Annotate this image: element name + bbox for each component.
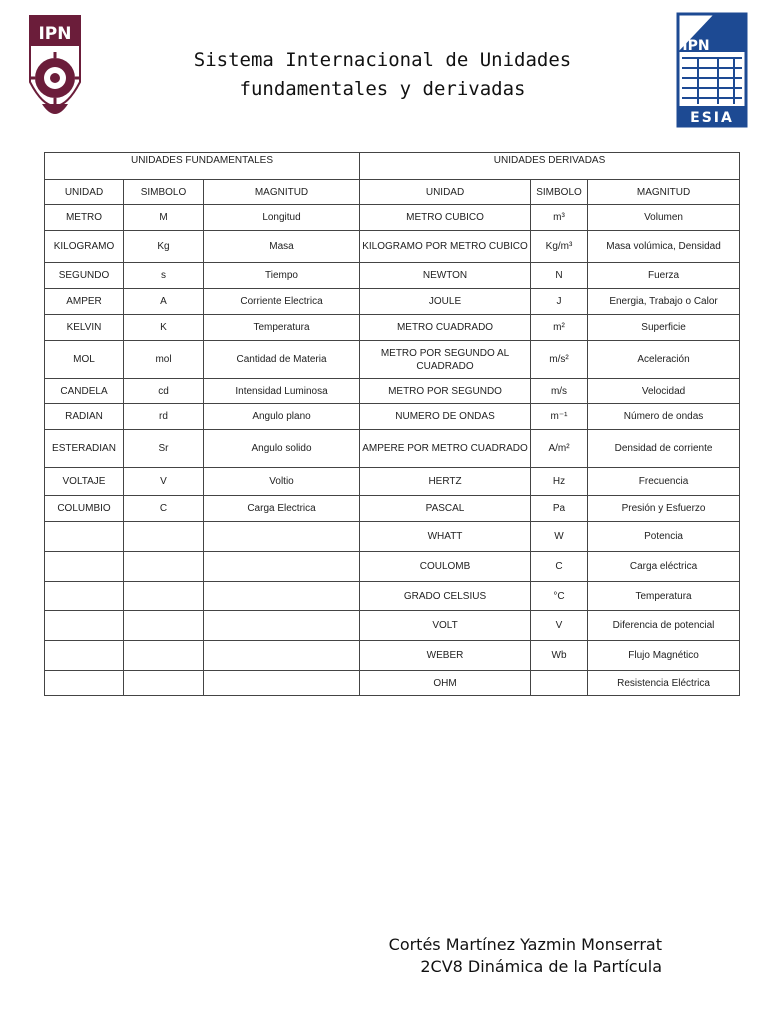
table-cell: Presión y Esfuerzo: [588, 496, 740, 522]
table-row: [45, 496, 740, 522]
table-cell: Angulo plano: [204, 404, 360, 430]
table-cell: W: [531, 522, 588, 552]
column-header: SIMBOLO: [124, 180, 204, 205]
table-cell: s: [124, 263, 204, 289]
table-cell: METRO CUBICO: [360, 205, 531, 231]
table-cell: Cantidad de Materia: [204, 341, 360, 379]
table-cell: VOLTAJE: [45, 468, 124, 496]
table-cell: Intensidad Luminosa: [204, 379, 360, 404]
table-row: [45, 263, 740, 289]
table-cell: WHATT: [360, 522, 531, 552]
table-cell: Aceleración: [588, 341, 740, 379]
table-row: [45, 468, 740, 496]
group-header-fundamentales: UNIDADES FUNDAMENTALES: [45, 153, 360, 180]
table-cell: Voltio: [204, 468, 360, 496]
table-cell: m⁻¹: [531, 404, 588, 430]
table-cell: C: [531, 552, 588, 582]
table-cell: CANDELA: [45, 379, 124, 404]
table-cell: J: [531, 289, 588, 315]
author-block: [380, 934, 662, 978]
table-cell: METRO POR SEGUNDO AL CUADRADO: [360, 341, 531, 379]
units-table: [44, 152, 740, 696]
table-cell: Volumen: [588, 205, 740, 231]
table-cell: NUMERO DE ONDAS: [360, 404, 531, 430]
table-cell: MOL: [45, 341, 124, 379]
document-title: [110, 46, 655, 104]
author-name: Cortés Martínez Yazmin Monserrat: [388, 935, 662, 954]
table-row: [45, 430, 740, 468]
table-cell: [204, 641, 360, 671]
table-cell: [531, 671, 588, 696]
table-cell: PASCAL: [360, 496, 531, 522]
table-cell: [124, 522, 204, 552]
table-cell: Fuerza: [588, 263, 740, 289]
table-row: [45, 205, 740, 231]
table-cell: Flujo Magnético: [588, 641, 740, 671]
table-cell: N: [531, 263, 588, 289]
table-cell: [124, 611, 204, 641]
table-cell: [124, 671, 204, 696]
table-cell: [45, 671, 124, 696]
table-cell: rd: [124, 404, 204, 430]
table-row: [45, 611, 740, 641]
table-cell: Frecuencia: [588, 468, 740, 496]
column-header: SIMBOLO: [531, 180, 588, 205]
table-cell: [124, 641, 204, 671]
title-line-1: Sistema Internacional de Unidades: [193, 49, 572, 71]
ipn-seal-logo: [22, 12, 88, 132]
table-cell: Masa volúmica, Densidad: [588, 231, 740, 263]
table-cell: V: [124, 468, 204, 496]
table-row: [45, 582, 740, 611]
table-cell: Velocidad: [588, 379, 740, 404]
table-cell: A: [124, 289, 204, 315]
table-cell: Potencia: [588, 522, 740, 552]
esia-logo: [674, 12, 750, 128]
table-cell: m³: [531, 205, 588, 231]
table-row: [45, 341, 740, 379]
table-cell: METRO: [45, 205, 124, 231]
table-cell: Corriente Electrica: [204, 289, 360, 315]
table-cell: METRO CUADRADO: [360, 315, 531, 341]
table-cell: [45, 582, 124, 611]
table-cell: [124, 552, 204, 582]
table-row: [45, 289, 740, 315]
table-cell: [204, 522, 360, 552]
table-cell: AMPERE POR METRO CUADRADO: [360, 430, 531, 468]
table-cell: [204, 552, 360, 582]
table-cell: METRO POR SEGUNDO: [360, 379, 531, 404]
table-cell: Masa: [204, 231, 360, 263]
table-cell: °C: [531, 582, 588, 611]
column-header: MAGNITUD: [588, 180, 740, 205]
table-cell: Superficie: [588, 315, 740, 341]
title-line-2: fundamentales y derivadas: [239, 78, 526, 100]
table-cell: Número de ondas: [588, 404, 740, 430]
table-cell: [45, 522, 124, 552]
esia-logo-esia-text: ESIA: [690, 110, 734, 126]
table-cell: WEBER: [360, 641, 531, 671]
table-row: [45, 231, 740, 263]
table-cell: A/m²: [531, 430, 588, 468]
table-cell: Diferencia de potencial: [588, 611, 740, 641]
table-cell: Tiempo: [204, 263, 360, 289]
table-cell: m/s²: [531, 341, 588, 379]
table-cell: Temperatura: [204, 315, 360, 341]
table-cell: Densidad de corriente: [588, 430, 740, 468]
table-cell: Pa: [531, 496, 588, 522]
column-header-row: [45, 180, 740, 205]
table-cell: Longitud: [204, 205, 360, 231]
table-cell: [45, 552, 124, 582]
table-cell: Resistencia Eléctrica: [588, 671, 740, 696]
table-cell: COLUMBIO: [45, 496, 124, 522]
table-cell: Energia, Trabajo o Calor: [588, 289, 740, 315]
table-cell: AMPER: [45, 289, 124, 315]
table-row: [45, 671, 740, 696]
table-cell: C: [124, 496, 204, 522]
group-header-derivadas: UNIDADES DERIVADAS: [360, 153, 740, 180]
table-cell: m/s: [531, 379, 588, 404]
esia-logo-ipn-text: IPN: [682, 38, 710, 54]
table-cell: [45, 641, 124, 671]
column-header: UNIDAD: [360, 180, 531, 205]
table-cell: GRADO CELSIUS: [360, 582, 531, 611]
table-cell: KILOGRAMO POR METRO CUBICO: [360, 231, 531, 263]
table-cell: NEWTON: [360, 263, 531, 289]
table-cell: HERTZ: [360, 468, 531, 496]
table-cell: Sr: [124, 430, 204, 468]
table-cell: Temperatura: [588, 582, 740, 611]
table-cell: KELVIN: [45, 315, 124, 341]
table-row: [45, 404, 740, 430]
table-row: [45, 641, 740, 671]
group-header-row: [45, 153, 740, 180]
table-cell: SEGUNDO: [45, 263, 124, 289]
table-cell: JOULE: [360, 289, 531, 315]
table-row: [45, 552, 740, 582]
table-cell: [204, 611, 360, 641]
table-cell: COULOMB: [360, 552, 531, 582]
table-row: [45, 522, 740, 552]
table-row: [45, 315, 740, 341]
table-row: [45, 379, 740, 404]
table-cell: cd: [124, 379, 204, 404]
table-cell: KILOGRAMO: [45, 231, 124, 263]
table-cell: Angulo solido: [204, 430, 360, 468]
table-cell: M: [124, 205, 204, 231]
column-header: UNIDAD: [45, 180, 124, 205]
column-header: MAGNITUD: [204, 180, 360, 205]
table-cell: Carga Electrica: [204, 496, 360, 522]
table-cell: ESTERADIAN: [45, 430, 124, 468]
table-cell: Kg: [124, 231, 204, 263]
table-cell: Kg/m³: [531, 231, 588, 263]
table-cell: [204, 671, 360, 696]
table-cell: K: [124, 315, 204, 341]
table-cell: [45, 611, 124, 641]
table-cell: V: [531, 611, 588, 641]
table-cell: mol: [124, 341, 204, 379]
table-cell: Hz: [531, 468, 588, 496]
table-cell: [204, 582, 360, 611]
table-cell: [124, 582, 204, 611]
ipn-seal-text: IPN: [38, 24, 72, 44]
table-cell: Carga eléctrica: [588, 552, 740, 582]
table-cell: RADIAN: [45, 404, 124, 430]
table-cell: m²: [531, 315, 588, 341]
table-cell: OHM: [360, 671, 531, 696]
table-cell: Wb: [531, 641, 588, 671]
author-course: 2CV8 Dinámica de la Partícula: [420, 957, 662, 976]
table-cell: VOLT: [360, 611, 531, 641]
